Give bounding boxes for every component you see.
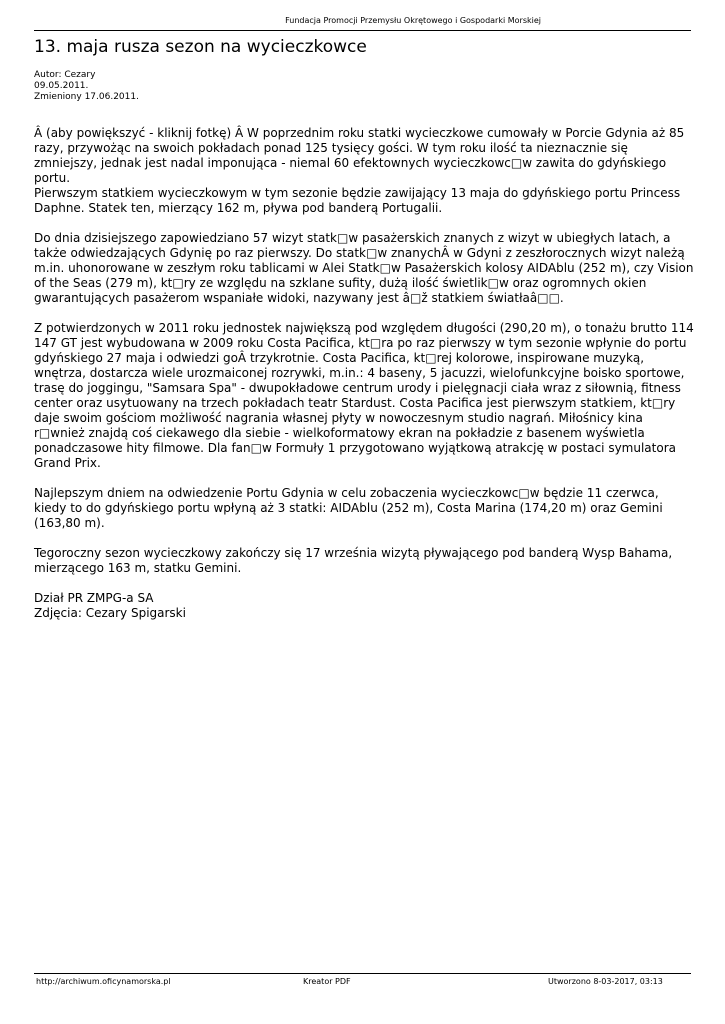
- footer-created-date: Utworzono 8-03-2017, 03:13: [548, 977, 663, 986]
- footer-url-link[interactable]: http://archiwum.oficynamorska.pl: [36, 977, 171, 986]
- article-date: 09.05.2011.: [34, 81, 89, 91]
- article-title: 13. maja rusza sezon na wycieczkowce: [34, 37, 367, 57]
- paragraph-intro: Â (aby powiększyć - kliknij fotkę) Â W poprzednim roku statki wycieczkowe cumowały w Porcie Gdynia aż 85 razy, przywożąc na swoich pokładach ponad 125 tysięcy gości. W tym roku ilość ta nieznacznie się zmniejszy, jednak jest nadal imponująca - niemal 60 efektownych wycieczkowc□w zawita do gdyńskiego portu.: [34, 126, 685, 185]
- article-body: [34, 126, 694, 621]
- article-author: Autor: Cezary: [34, 70, 96, 80]
- paragraph-department: Dział PR ZMPG-a SA: [34, 591, 154, 605]
- paragraph-first-ship: Pierwszym statkiem wycieczkowym w tym sezonie będzie zawijający 13 maja do gdyńskiego portu Princess Daphne. Statek ten, mierzący 162 m, pływa pod banderą Portugalii.: [34, 186, 681, 215]
- header-divider: [34, 30, 691, 31]
- footer-divider: [34, 973, 691, 974]
- paragraph-season-end: Tegoroczny sezon wycieczkowy zakończy się 17 września wizytą pływającego pod banderą Wysp Bahama, mierzącego 163 m, statku Gemini.: [34, 546, 673, 575]
- footer-creator: Kreator PDF: [303, 977, 351, 986]
- paragraph-costa-pacifica: Z potwierdzonych w 2011 roku jednostek największą pod względem długości (290,20 m), o tonażu brutto 114 147 GT jest wybudowana w 2009 roku Costa Pacifica, kt□ra po raz pierwszy w tym sezonie wpłynie do portu gdyńskiego 27 maja i odwiedzi goÂ trzykrotnie. Costa Pacifica, kt□rej kolorowe, inspirowane muzyką, wnętrza, dostarcza wiele urozmaiconej rozrywki, m.in.: 4 baseny, 5 jacuzzi, wielofunkcyjne boisko sportowe, trasę do joggingu, "Samsara Spa" - dwupokładowe centrum urody i pielęgnacji ciała wraz z siłownią, fitness center oraz usytuowany na trzech pokładach teatr Stardust. Costa Pacifica jest pierwszym statkiem, kt□ry daje swoim gościom możliwość nagrania własnej płyty w nowoczesnym studio nagrań. Miłośnicy kina r□wnież znajdą coś ciekawego dla siebie - wielkoformatowy ekran na pokładzie z basenem wyświetla ponadczasowe hity filmowe. Dla fan□w Formuły 1 przygotowano wyjątkową atrakcję w postaci symulatora Grand Prix.: [34, 321, 694, 470]
- paragraph-photo-credit: Zdjęcia: Cezary Spigarski: [34, 606, 186, 620]
- header-organization: Fundacja Promocji Przemysłu Okrętowego i Gospodarki Morskiej: [285, 16, 541, 25]
- paragraph-best-day: Najlepszym dniem na odwiedzenie Portu Gdynia w celu zobaczenia wycieczkowc□w będzie 11 czerwca, kiedy to do gdyńskiego portu wpłyną aż 3 statki: AIDAblu (252 m), Costa Marina (174,20 m) oraz Gemini (163,80 m).: [34, 486, 663, 530]
- article-modified: Zmieniony 17.06.2011.: [34, 92, 139, 102]
- paragraph-visits: Do dnia dzisiejszego zapowiedziano 57 wizyt statk□w pasażerskich znanych z wizyt w ubiegłych latach, a także odwiedzających Gdynię po raz pierwszy. Do statk□w znanychÂ w Gdyni z zeszłorocznych wizyt należą m.in. uhonorowane w zeszłym roku tablicami w Alei Statk□w Pasażerskich kolosy AIDAblu (252 m), czy Vision of the Seas (279 m), kt□ry ze względu na szklane sufity, dużą ilość świetlik□w oraz ogromnych okien gwarantujących pasażerom wspaniałe widoki, nazywany jest â□ž statkiem światłaâ□□.: [34, 231, 694, 305]
- article-meta: [34, 70, 139, 103]
